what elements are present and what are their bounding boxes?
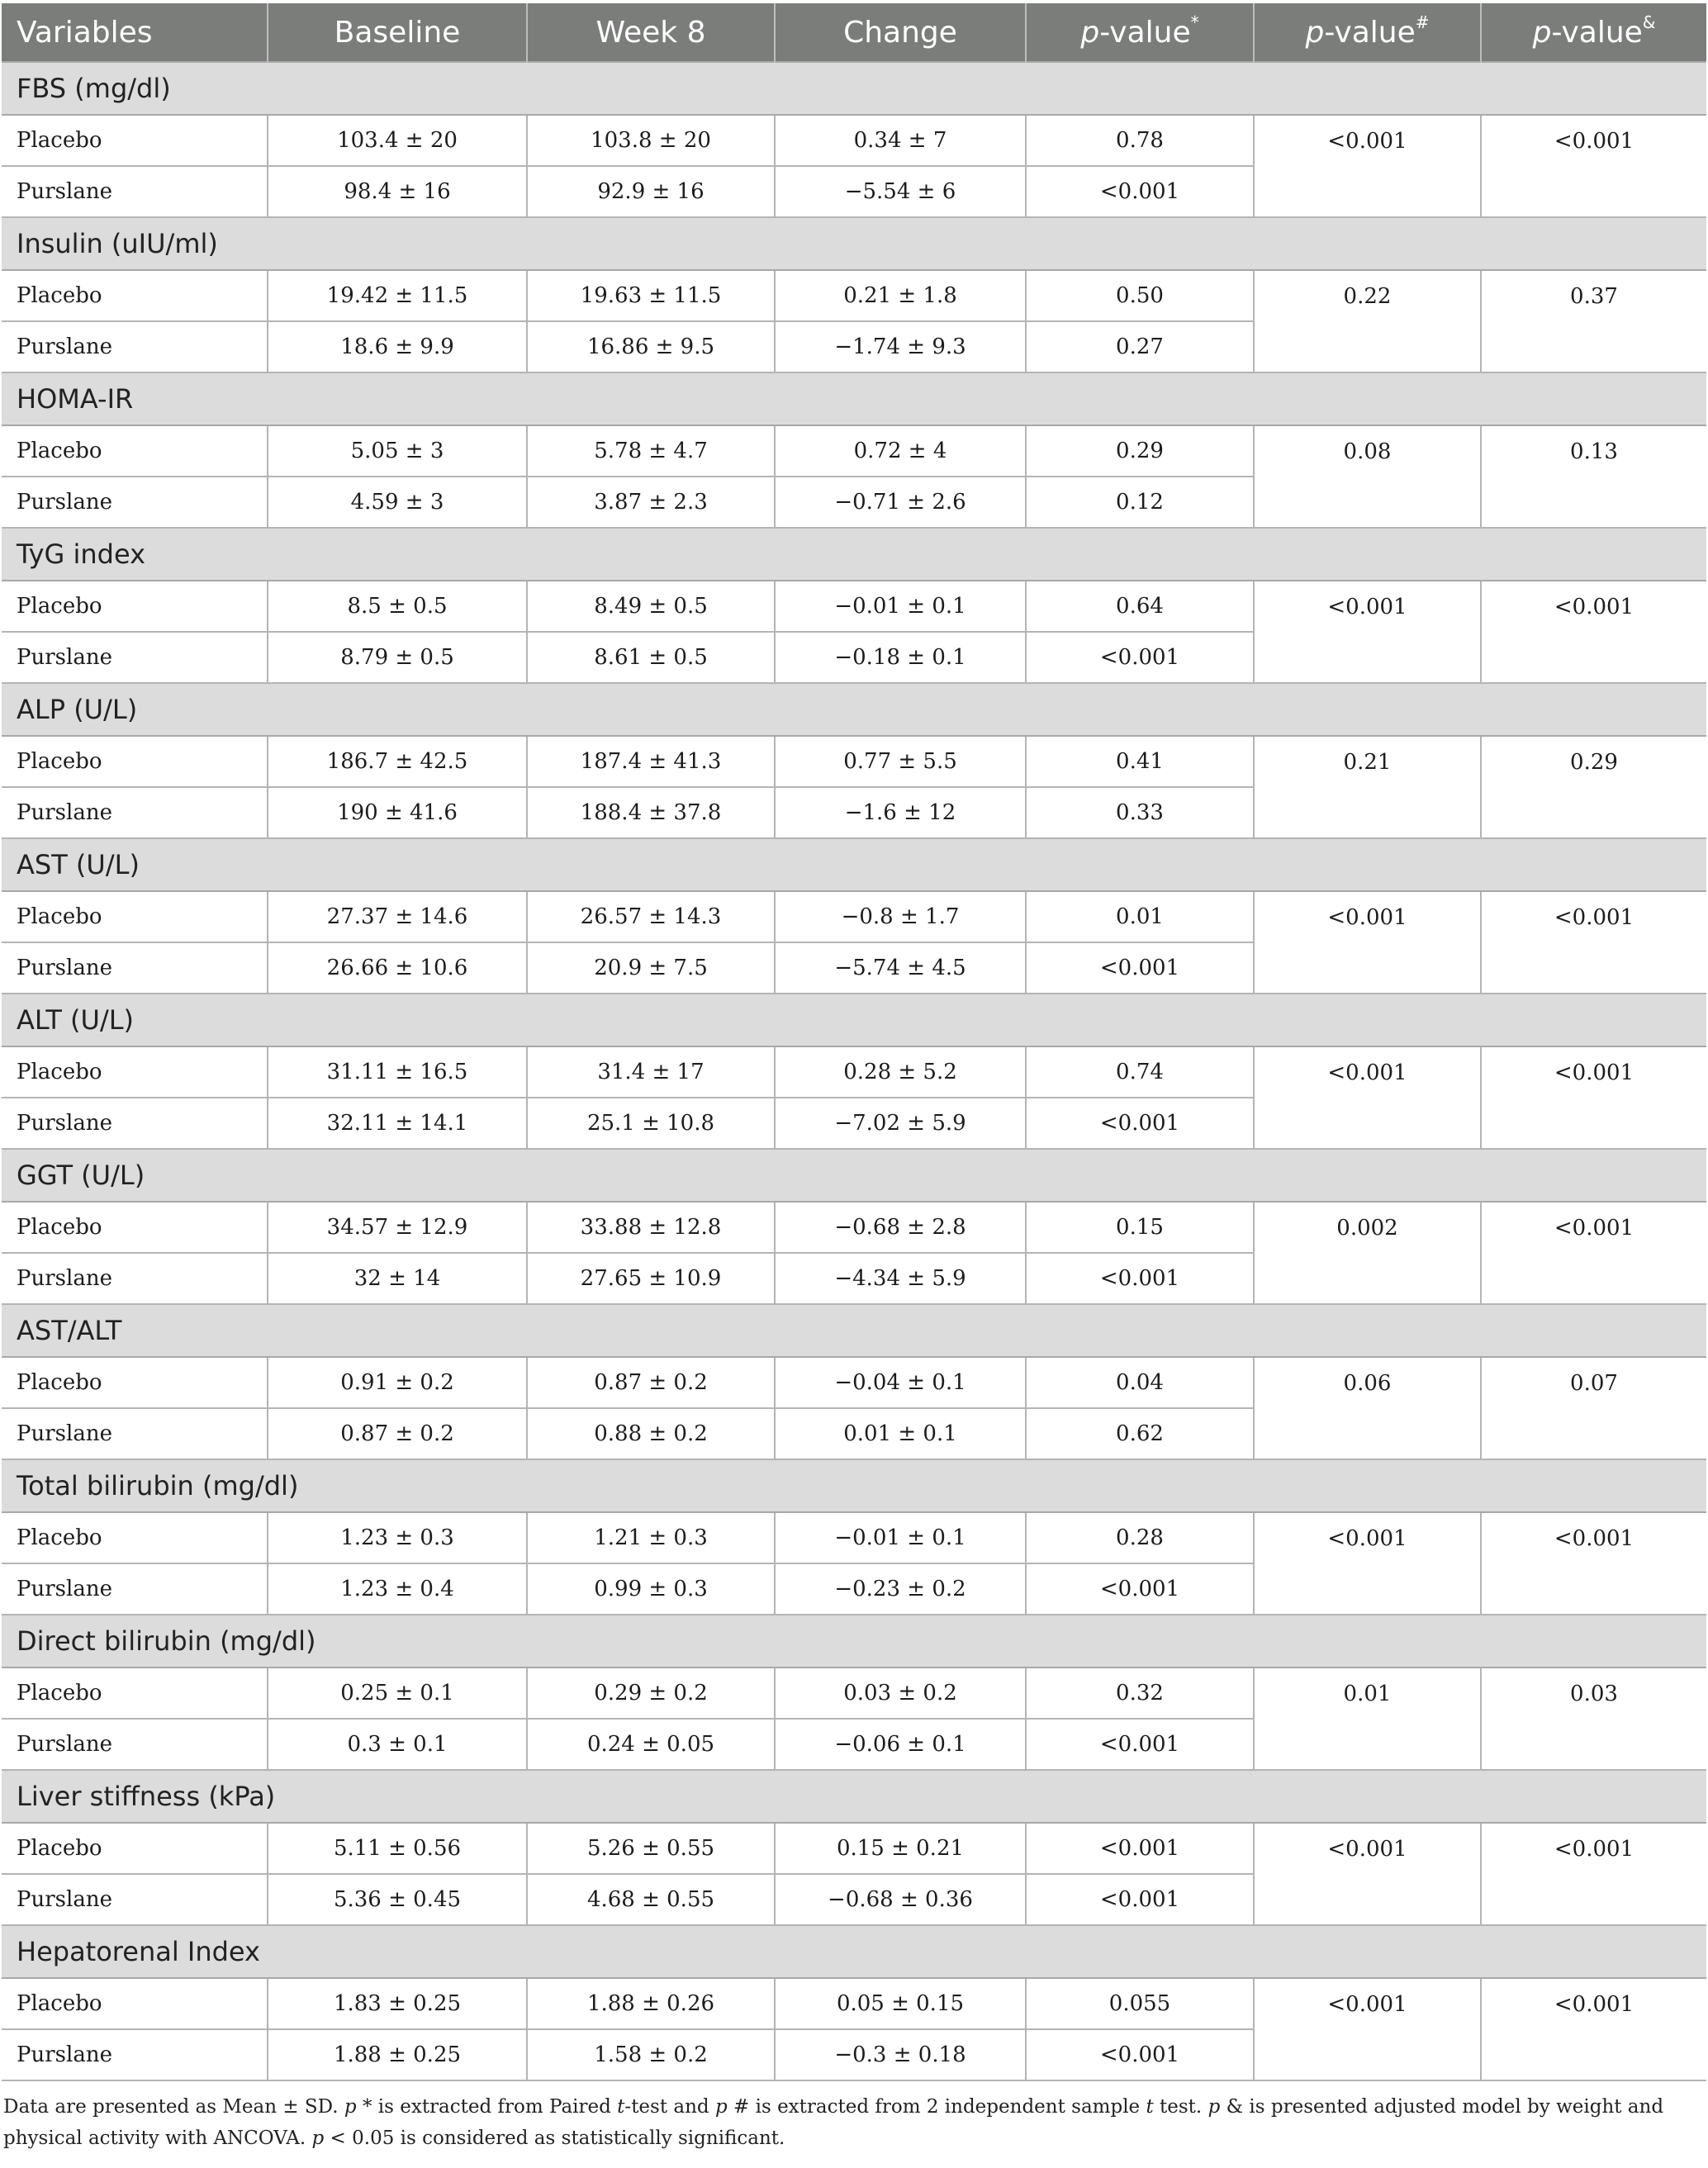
change-value: −0.71 ± 2.6 (775, 477, 1026, 528)
p-value-independent: <0.001 (1254, 891, 1481, 994)
p-value-paired: 0.64 (1026, 581, 1254, 632)
p-value-ancova: <0.001 (1481, 1823, 1706, 1925)
p-value-paired: <0.001 (1026, 1563, 1254, 1615)
header-p-italic: p (1305, 15, 1325, 50)
baseline-value: 32 ± 14 (268, 1253, 527, 1304)
header-p-italic: p (1080, 15, 1100, 50)
baseline-value: 1.23 ± 0.3 (268, 1512, 527, 1563)
week8-value: 20.9 ± 7.5 (527, 942, 775, 994)
baseline-value: 0.87 ± 0.2 (268, 1408, 527, 1459)
p-value-ancova: <0.001 (1481, 1202, 1706, 1304)
header-p-label: -value (1324, 15, 1416, 50)
variable-name: ALP (U/L) (2, 683, 1706, 736)
week8-value: 0.87 ± 0.2 (527, 1357, 775, 1408)
variable-name: Total bilirubin (mg/dl) (2, 1459, 1706, 1512)
header-week8: Week 8 (527, 3, 775, 62)
week8-value: 1.88 ± 0.26 (527, 1978, 775, 2029)
baseline-value: 0.91 ± 0.2 (268, 1357, 527, 1408)
p-value-ancova: <0.001 (1481, 891, 1706, 994)
p-value-ancova: <0.001 (1481, 1512, 1706, 1615)
week8-value: 19.63 ± 11.5 (527, 270, 775, 321)
p-value-ancova: <0.001 (1481, 1978, 1706, 2080)
group-label: Placebo (2, 1668, 268, 1719)
p-value-paired: <0.001 (1026, 166, 1254, 217)
footnote-p-symbol: p (1207, 2096, 1221, 2118)
group-label: Purslane (2, 477, 268, 528)
change-value: −0.68 ± 0.36 (775, 1874, 1026, 1925)
group-label: Purslane (2, 166, 268, 217)
footnote-text: & is presented adjusted model by weight and physical activity with ANCOVA. (3, 2096, 1664, 2149)
baseline-value: 1.83 ± 0.25 (268, 1978, 527, 2029)
p-value-paired: 0.32 (1026, 1668, 1254, 1719)
change-value: −0.3 ± 0.18 (775, 2029, 1026, 2080)
placebo-row (2, 1202, 1706, 1253)
p-value-independent: 0.002 (1254, 1202, 1481, 1304)
p-value-paired: 0.74 (1026, 1046, 1254, 1098)
p-value-independent: 0.08 (1254, 425, 1481, 528)
group-label: Placebo (2, 736, 268, 787)
p-value-paired: <0.001 (1026, 1874, 1254, 1925)
p-value-paired: <0.001 (1026, 942, 1254, 994)
baseline-value: 186.7 ± 42.5 (268, 736, 527, 787)
group-label: Purslane (2, 1874, 268, 1925)
group-label: Purslane (2, 321, 268, 372)
header-p-label: -value (1551, 15, 1643, 50)
p-value-independent: <0.001 (1254, 581, 1481, 683)
p-value-ancova: 0.07 (1481, 1357, 1706, 1459)
baseline-value: 0.3 ± 0.1 (268, 1719, 527, 1770)
change-value: −0.01 ± 0.1 (775, 1512, 1026, 1563)
footnote-p-symbol: p (714, 2096, 728, 2118)
footnote-text: Data are presented as Mean ± SD. (3, 2096, 344, 2118)
change-value: −1.6 ± 12 (775, 787, 1026, 838)
placebo-row (2, 1668, 1706, 1719)
change-value: −0.01 ± 0.1 (775, 581, 1026, 632)
variable-group-row (2, 994, 1706, 1046)
change-value: 0.72 ± 4 (775, 425, 1026, 477)
baseline-value: 1.23 ± 0.4 (268, 1563, 527, 1615)
baseline-value: 34.57 ± 12.9 (268, 1202, 527, 1253)
p-value-independent: <0.001 (1254, 1823, 1481, 1925)
variable-name: FBS (mg/dl) (2, 62, 1706, 115)
footnote-p-symbol: p (311, 2128, 325, 2149)
week8-value: 187.4 ± 41.3 (527, 736, 775, 787)
placebo-row (2, 1357, 1706, 1408)
group-label: Placebo (2, 1046, 268, 1098)
p-value-paired: 0.41 (1026, 736, 1254, 787)
week8-value: 0.88 ± 0.2 (527, 1408, 775, 1459)
table-footnote (3, 2091, 1696, 2154)
header-baseline: Baseline (268, 3, 527, 62)
table-body (2, 62, 1706, 2080)
p-value-paired: <0.001 (1026, 2029, 1254, 2080)
variable-group-row (2, 217, 1706, 270)
footnote-t-symbol: t (1146, 2096, 1154, 2118)
p-value-paired: <0.001 (1026, 632, 1254, 683)
p-value-paired: <0.001 (1026, 1098, 1254, 1149)
group-label: Placebo (2, 581, 268, 632)
week8-value: 25.1 ± 10.8 (527, 1098, 775, 1149)
p-value-paired: 0.04 (1026, 1357, 1254, 1408)
group-label: Purslane (2, 1253, 268, 1304)
placebo-row (2, 270, 1706, 321)
header-p-sup: * (1190, 12, 1199, 32)
placebo-row (2, 581, 1706, 632)
baseline-value: 5.36 ± 0.45 (268, 1874, 527, 1925)
baseline-value: 5.05 ± 3 (268, 425, 527, 477)
variable-group-row (2, 1149, 1706, 1202)
group-label: Placebo (2, 1823, 268, 1874)
p-value-independent: 0.06 (1254, 1357, 1481, 1459)
footnote-text: < 0.05 is considered as statistically significant. (324, 2128, 785, 2149)
baseline-value: 98.4 ± 16 (268, 166, 527, 217)
group-label: Purslane (2, 1563, 268, 1615)
baseline-value: 26.66 ± 10.6 (268, 942, 527, 994)
variable-name: Liver stiffness (kPa) (2, 1770, 1706, 1823)
group-label: Purslane (2, 1098, 268, 1149)
week8-value: 1.21 ± 0.3 (527, 1512, 775, 1563)
baseline-value: 27.37 ± 14.6 (268, 891, 527, 942)
week8-value: 1.58 ± 0.2 (527, 2029, 775, 2080)
header-p-sup: # (1415, 12, 1430, 32)
header-p-label: -value (1099, 15, 1191, 50)
p-value-ancova: <0.001 (1481, 1046, 1706, 1149)
p-value-ancova: 0.37 (1481, 270, 1706, 372)
week8-value: 4.68 ± 0.55 (527, 1874, 775, 1925)
change-value: 0.34 ± 7 (775, 115, 1026, 166)
change-value: −1.74 ± 9.3 (775, 321, 1026, 372)
p-value-paired: 0.28 (1026, 1512, 1254, 1563)
p-value-paired: 0.29 (1026, 425, 1254, 477)
change-value: −0.18 ± 0.1 (775, 632, 1026, 683)
change-value: −7.02 ± 5.9 (775, 1098, 1026, 1149)
header-p-value-paired (1026, 3, 1254, 62)
header-p-value-ancova (1481, 3, 1706, 62)
p-value-paired: 0.01 (1026, 891, 1254, 942)
p-value-paired: 0.15 (1026, 1202, 1254, 1253)
variable-group-row (2, 1459, 1706, 1512)
p-value-independent: <0.001 (1254, 115, 1481, 217)
results-table (2, 3, 1706, 2081)
p-value-paired: 0.78 (1026, 115, 1254, 166)
variable-group-row (2, 683, 1706, 736)
p-value-paired: 0.62 (1026, 1408, 1254, 1459)
p-value-ancova: 0.03 (1481, 1668, 1706, 1770)
week8-value: 5.78 ± 4.7 (527, 425, 775, 477)
variable-group-row (2, 1304, 1706, 1357)
variable-name: Hepatorenal Index (2, 1925, 1706, 1978)
group-label: Placebo (2, 1978, 268, 2029)
variable-group-row (2, 528, 1706, 581)
group-label: Purslane (2, 1408, 268, 1459)
header-change: Change (775, 3, 1026, 62)
header-row (2, 3, 1706, 62)
week8-value: 0.29 ± 0.2 (527, 1668, 775, 1719)
placebo-row (2, 425, 1706, 477)
change-value: −0.04 ± 0.1 (775, 1357, 1026, 1408)
p-value-ancova: 0.13 (1481, 425, 1706, 528)
week8-value: 31.4 ± 17 (527, 1046, 775, 1098)
variable-name: AST/ALT (2, 1304, 1706, 1357)
placebo-row (2, 1046, 1706, 1098)
footnote-text: test. (1153, 2096, 1208, 2118)
group-label: Placebo (2, 1512, 268, 1563)
week8-value: 26.57 ± 14.3 (527, 891, 775, 942)
change-value: −0.8 ± 1.7 (775, 891, 1026, 942)
group-label: Purslane (2, 1719, 268, 1770)
baseline-value: 32.11 ± 14.1 (268, 1098, 527, 1149)
footnote-t-symbol: t (617, 2096, 625, 2118)
p-value-paired: <0.001 (1026, 1823, 1254, 1874)
change-value: 0.03 ± 0.2 (775, 1668, 1026, 1719)
baseline-value: 4.59 ± 3 (268, 477, 527, 528)
group-label: Placebo (2, 425, 268, 477)
p-value-paired: 0.055 (1026, 1978, 1254, 2029)
week8-value: 27.65 ± 10.9 (527, 1253, 775, 1304)
p-value-paired: <0.001 (1026, 1253, 1254, 1304)
variable-group-row (2, 1925, 1706, 1978)
week8-value: 3.87 ± 2.3 (527, 477, 775, 528)
week8-value: 0.99 ± 0.3 (527, 1563, 775, 1615)
p-value-independent: <0.001 (1254, 1512, 1481, 1615)
placebo-row (2, 1512, 1706, 1563)
footnote-text: # is extracted from 2 independent sample (727, 2096, 1146, 2118)
baseline-value: 0.25 ± 0.1 (268, 1668, 527, 1719)
variable-name: GGT (U/L) (2, 1149, 1706, 1202)
p-value-paired: 0.12 (1026, 477, 1254, 528)
p-value-ancova: <0.001 (1481, 115, 1706, 217)
week8-value: 8.49 ± 0.5 (527, 581, 775, 632)
placebo-row (2, 1978, 1706, 2029)
variable-name: HOMA-IR (2, 372, 1706, 425)
week8-value: 0.24 ± 0.05 (527, 1719, 775, 1770)
group-label: Purslane (2, 787, 268, 838)
variable-group-row (2, 372, 1706, 425)
variable-name: AST (U/L) (2, 838, 1706, 891)
week8-value: 8.61 ± 0.5 (527, 632, 775, 683)
footnote-p-symbol: p (344, 2096, 357, 2118)
baseline-value: 8.79 ± 0.5 (268, 632, 527, 683)
header-p-italic: p (1532, 15, 1552, 50)
baseline-value: 18.6 ± 9.9 (268, 321, 527, 372)
group-label: Purslane (2, 2029, 268, 2080)
variable-group-row (2, 62, 1706, 115)
placebo-row (2, 1823, 1706, 1874)
variable-group-row (2, 838, 1706, 891)
group-label: Placebo (2, 115, 268, 166)
variable-name: Insulin (uIU/ml) (2, 217, 1706, 270)
variable-name: TyG index (2, 528, 1706, 581)
footnote-text: -test and (624, 2096, 715, 2118)
change-value: 0.77 ± 5.5 (775, 736, 1026, 787)
header-p-value-independent (1254, 3, 1481, 62)
baseline-value: 19.42 ± 11.5 (268, 270, 527, 321)
change-value: 0.05 ± 0.15 (775, 1978, 1026, 2029)
placebo-row (2, 891, 1706, 942)
change-value: −5.54 ± 6 (775, 166, 1026, 217)
baseline-value: 31.11 ± 16.5 (268, 1046, 527, 1098)
change-value: −0.23 ± 0.2 (775, 1563, 1026, 1615)
week8-value: 33.88 ± 12.8 (527, 1202, 775, 1253)
footnote-text: * is extracted from Paired (356, 2096, 618, 2118)
group-label: Placebo (2, 1357, 268, 1408)
week8-value: 92.9 ± 16 (527, 166, 775, 217)
change-value: 0.01 ± 0.1 (775, 1408, 1026, 1459)
group-label: Placebo (2, 1202, 268, 1253)
p-value-independent: 0.01 (1254, 1668, 1481, 1770)
change-value: 0.28 ± 5.2 (775, 1046, 1026, 1098)
p-value-ancova: <0.001 (1481, 581, 1706, 683)
p-value-independent: <0.001 (1254, 1046, 1481, 1149)
variable-name: Direct bilirubin (mg/dl) (2, 1615, 1706, 1668)
p-value-paired: 0.27 (1026, 321, 1254, 372)
change-value: −0.06 ± 0.1 (775, 1719, 1026, 1770)
baseline-value: 8.5 ± 0.5 (268, 581, 527, 632)
p-value-independent: <0.001 (1254, 1978, 1481, 2080)
p-value-independent: 0.21 (1254, 736, 1481, 838)
placebo-row (2, 736, 1706, 787)
week8-value: 188.4 ± 37.8 (527, 787, 775, 838)
week8-value: 5.26 ± 0.55 (527, 1823, 775, 1874)
p-value-ancova: 0.29 (1481, 736, 1706, 838)
group-label: Purslane (2, 942, 268, 994)
change-value: −5.74 ± 4.5 (775, 942, 1026, 994)
group-label: Placebo (2, 891, 268, 942)
p-value-paired: <0.001 (1026, 1719, 1254, 1770)
change-value: 0.15 ± 0.21 (775, 1823, 1026, 1874)
baseline-value: 190 ± 41.6 (268, 787, 527, 838)
p-value-paired: 0.33 (1026, 787, 1254, 838)
group-label: Placebo (2, 270, 268, 321)
header-variables: Variables (2, 3, 268, 62)
change-value: 0.21 ± 1.8 (775, 270, 1026, 321)
variable-name: ALT (U/L) (2, 994, 1706, 1046)
week8-value: 103.8 ± 20 (527, 115, 775, 166)
change-value: −0.68 ± 2.8 (775, 1202, 1026, 1253)
variable-group-row (2, 1770, 1706, 1823)
group-label: Purslane (2, 632, 268, 683)
p-value-independent: 0.22 (1254, 270, 1481, 372)
baseline-value: 103.4 ± 20 (268, 115, 527, 166)
header-p-sup: & (1642, 12, 1656, 32)
change-value: −4.34 ± 5.9 (775, 1253, 1026, 1304)
placebo-row (2, 115, 1706, 166)
variable-group-row (2, 1615, 1706, 1668)
p-value-paired: 0.50 (1026, 270, 1254, 321)
week8-value: 16.86 ± 9.5 (527, 321, 775, 372)
baseline-value: 5.11 ± 0.56 (268, 1823, 527, 1874)
baseline-value: 1.88 ± 0.25 (268, 2029, 527, 2080)
